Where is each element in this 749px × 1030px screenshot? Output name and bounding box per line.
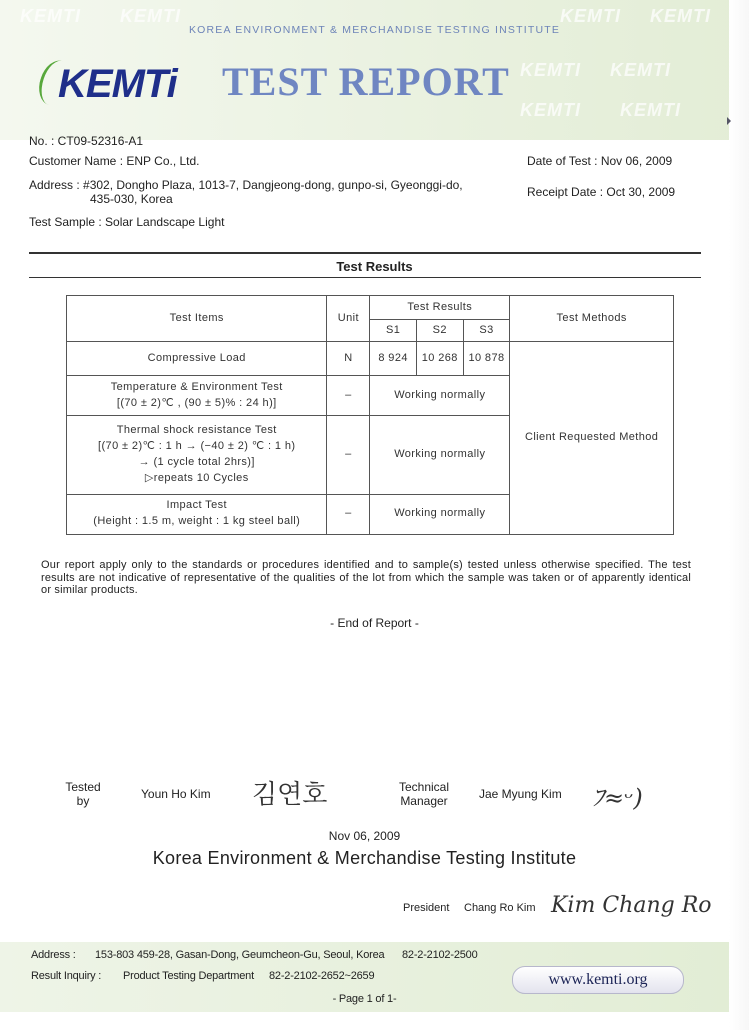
item-condition: [(70 ± 2)℃ , (90 ± 5)% : 24 h)] <box>116 396 277 409</box>
president-name: Chang Ro Kim <box>464 902 536 914</box>
footer-inquiry-phone: 82-2-2102-2652~2659 <box>269 970 375 982</box>
unit-cell: – <box>327 376 370 416</box>
report-number: No. : CT09-52316-A1 <box>29 134 144 148</box>
watermark: KEMTI <box>650 6 711 26</box>
item-condition: ▷repeats 10 Cycles <box>144 472 249 485</box>
tested-by-label <box>63 780 103 808</box>
header-s2: S2 <box>416 320 463 342</box>
manager-signature: ﾌ≈ᵕ) <box>592 784 643 812</box>
header-test-items: Test Items <box>67 296 327 342</box>
tested-label-line: Tested <box>65 780 101 794</box>
date-of-test: Date of Test : Nov 06, 2009 <box>527 154 673 168</box>
unit-cell: – <box>327 416 370 494</box>
president-label: President <box>403 902 450 914</box>
footer-address: 153-803 459-28, Gasan-Dong, Geumcheon-Gu, Seoul, Korea <box>95 949 385 961</box>
item-cell <box>67 494 327 534</box>
report-date: Nov 06, 2009 <box>328 829 401 843</box>
item-label: Compressive Load <box>147 351 246 364</box>
watermark: KEMTI <box>620 100 681 120</box>
receipt-date: Receipt Date : Oct 30, 2009 <box>527 185 676 199</box>
watermark: KEMTI <box>560 6 621 26</box>
institute-caps: KOREA ENVIRONMENT & MERCHANDISE TESTING INSTITUTE <box>188 24 561 36</box>
result-cell: Working normally <box>370 416 510 494</box>
item-condition: → (1 cycle total 2hrs)] <box>138 456 255 469</box>
unit-cell: N <box>327 342 370 376</box>
watermark: KEMTI <box>520 60 581 80</box>
page-title: TEST REPORT <box>222 59 510 104</box>
footer-inquiry-dept: Product Testing Department <box>123 970 254 982</box>
footer-inquiry-label: Result Inquiry : <box>31 970 102 982</box>
header-s1: S1 <box>370 320 417 342</box>
divider <box>29 277 701 278</box>
result-cell: Working normally <box>370 376 510 416</box>
item-cell <box>67 416 327 494</box>
page-edge <box>729 0 749 1030</box>
results-table <box>66 295 674 535</box>
result-cell: Working normally <box>370 494 510 534</box>
test-method-cell: Client Requested Method <box>510 342 674 535</box>
s2-value: 10 268 <box>416 342 463 376</box>
kemti-logo <box>40 56 190 112</box>
manager-name: Jae Myung Kim <box>479 787 562 801</box>
tester-name: Youn Ho Kim <box>141 787 211 801</box>
by-label-line: by <box>76 794 90 808</box>
item-label: Temperature & Environment Test <box>110 380 283 393</box>
scroll-marker-icon <box>727 117 731 125</box>
test-sample: Test Sample : Solar Landscape Light <box>29 215 225 229</box>
organization-name: Korea Environment & Merchandise Testing Institute <box>152 848 577 868</box>
footer-address-label: Address : <box>31 949 76 961</box>
website-link[interactable]: www.kemti.org <box>512 966 684 994</box>
manager-label <box>396 780 452 808</box>
unit-cell: – <box>327 494 370 534</box>
item-label: Impact Test <box>166 499 227 512</box>
end-of-report: - End of Report - <box>330 616 419 630</box>
tester-signature: 김연호 <box>252 780 328 810</box>
s3-value: 10 878 <box>463 342 510 376</box>
disclaimer: Our report apply only to the standards or procedures identified and to sample(s) tested unless otherwise specified. The test results are not indicative of representative of the qualities of the lot from which the sample was taken or of apparently identical or similar products. <box>41 559 691 596</box>
header-unit: Unit <box>327 296 370 342</box>
address-line-1: Address : #302, Dongho Plaza, 1013-7, Dangjeong-dong, gunpo-si, Gyeonggi-do, <box>29 178 463 192</box>
footer-phone: 82-2-2102-2500 <box>402 949 478 961</box>
technical-label-line: Technical <box>398 780 450 794</box>
watermark: KEMTI <box>20 6 81 26</box>
header-s3: S3 <box>463 320 510 342</box>
watermark: KEMTI <box>520 100 581 120</box>
divider <box>29 252 701 254</box>
item-condition: [(70 ± 2)℃ : 1 h → (−40 ± 2) ℃ : 1 h) <box>98 440 296 453</box>
logo-text: KEMTi <box>58 62 177 106</box>
header-test-methods: Test Methods <box>510 296 674 342</box>
manager-label-line: Manager <box>400 794 448 808</box>
president-signature: Kim Chang Ro <box>551 893 712 918</box>
results-heading: Test Results <box>336 259 413 274</box>
item-condition: (Height : 1.5 m, weight : 1 kg steel ball) <box>93 515 301 528</box>
item-cell <box>67 342 327 376</box>
header-test-results: Test Results <box>370 296 510 320</box>
table-row <box>67 342 674 376</box>
item-cell <box>67 376 327 416</box>
s1-value: 8 924 <box>370 342 417 376</box>
address-line-2: 435-030, Korea <box>90 192 173 206</box>
watermark: KEMTI <box>610 60 671 80</box>
customer-name: Customer Name : ENP Co., Ltd. <box>29 154 200 168</box>
page-number: - Page 1 of 1- <box>332 993 397 1005</box>
watermark: KEMTI <box>120 6 181 26</box>
item-label: Thermal shock resistance Test <box>116 424 277 437</box>
